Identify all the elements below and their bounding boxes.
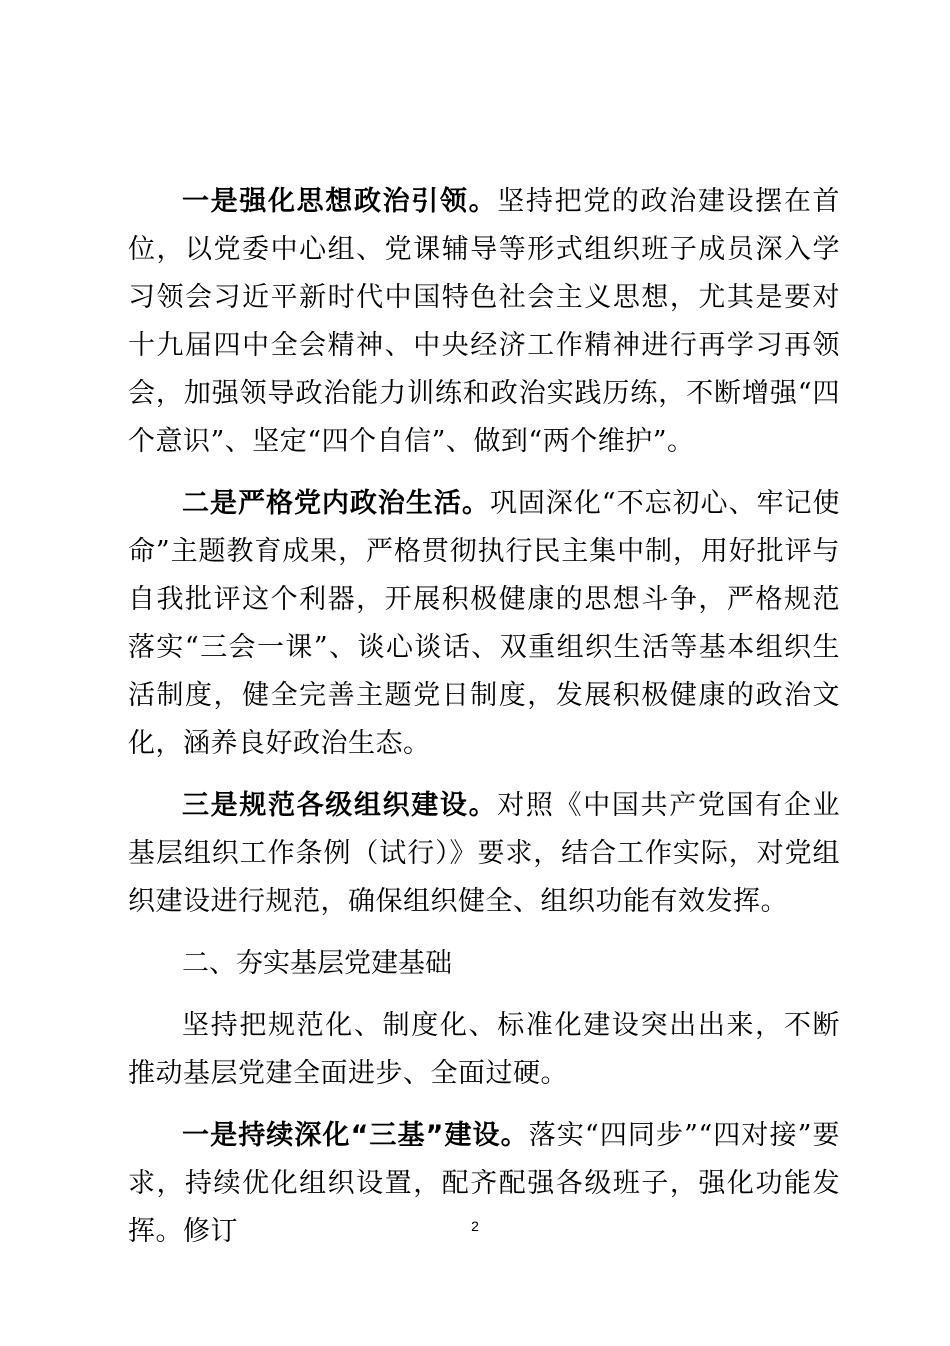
section-heading: 二、夯实基层党建基础: [182, 948, 452, 979]
paragraph-lead: 三是规范各级组织建设。: [182, 790, 498, 821]
paragraph-organization: [128, 782, 840, 926]
paragraph-text: 巩固深化“不忘初心、牢记使命”主题教育成果，严格贯彻执行民主集中制，用好批评与自我批评这个利器，开展积极健康的思想斗争，严格规范落实“三会一课”、谈心谈话、双重组织生活等基本组织生活制度，健全完善主题党日制度，发展积极健康的政治文化，涵养良好政治生态。: [128, 488, 840, 759]
document-body: [128, 178, 840, 1270]
paragraph-lead: 二是严格党内政治生活。: [182, 488, 490, 519]
page-number: 2: [471, 1218, 479, 1234]
paragraph-text: 落实“四同步”“四对接”要求，持续优化组织设置，配齐配强各级班子，强化功能发挥。修订: [128, 1120, 840, 1247]
paragraph-text: 坚持把党的政治建设摆在首位，以党委中心组、党课辅导等形式组织班子成员深入学习领会习近平新时代中国特色社会主义思想，尤其是要对十九届四中全会精神、中央经济工作精神进行再学习再领会，加强领导政治能力训练和政治实践历练，不断增强“四个意识”、坚定“四个自信”、做到“两个维护”。: [128, 186, 840, 457]
paragraph-lead: 一是持续深化“三基”建设。: [182, 1120, 529, 1151]
section-intro: 坚持把规范化、制度化、标准化建设突出出来，不断推动基层党建全面进步、全面过硬。: [128, 1010, 840, 1089]
paragraph-lead: 一是强化思想政治引领。: [182, 186, 498, 217]
paragraph-three-basics: [128, 1112, 840, 1256]
paragraph-party-life: [128, 480, 840, 768]
paragraph-text: 对照《中国共产党国有企业基层组织工作条例（试行）》要求，结合工作实际，对党组织建设进行规范，确保组织健全、组织功能有效发挥。: [128, 790, 840, 917]
paragraph-political-guidance: [128, 178, 840, 466]
